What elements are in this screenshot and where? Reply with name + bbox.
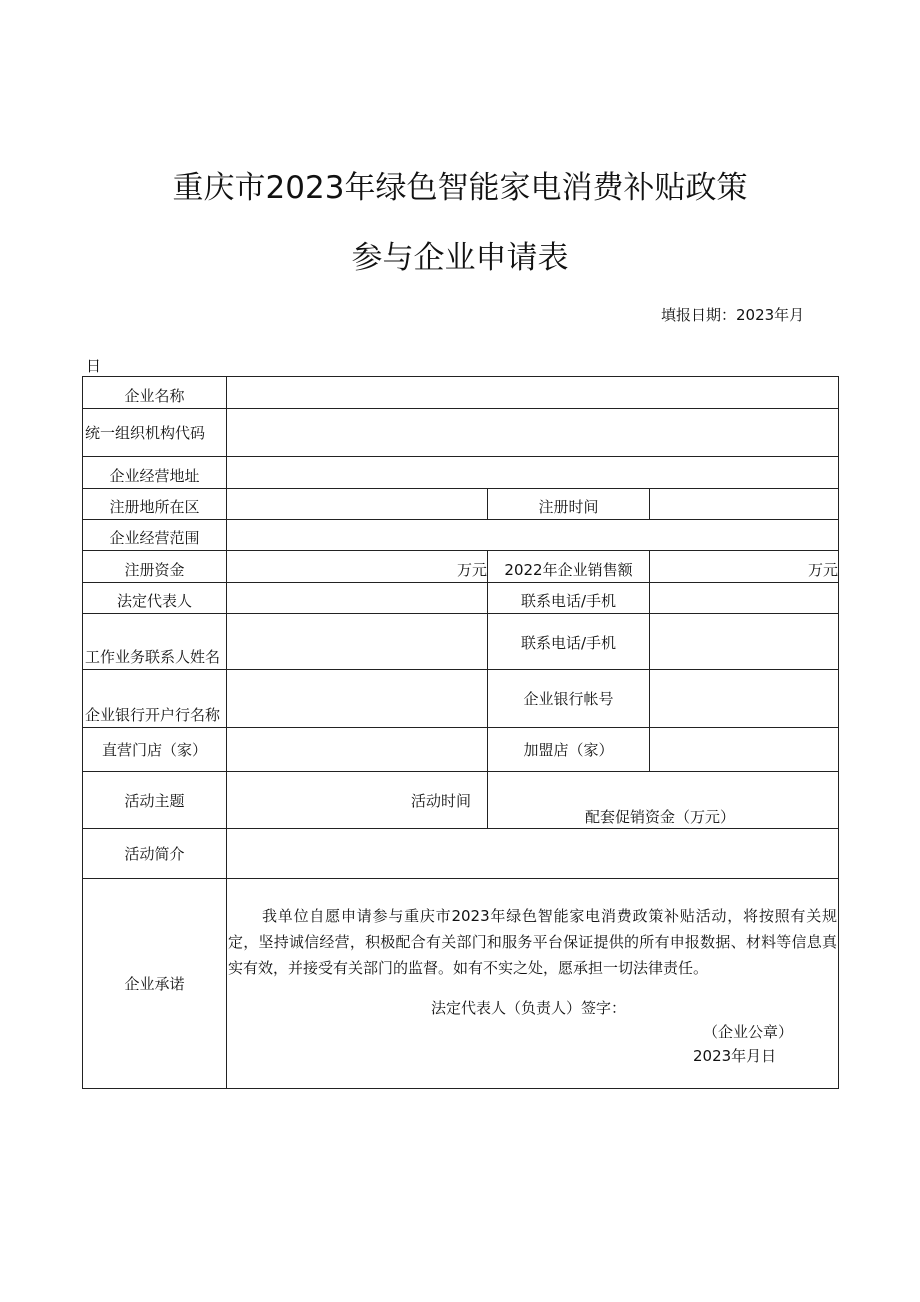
business-address-label: 企业经营地址 (83, 457, 227, 489)
reg-capital-label: 注册资金 (83, 551, 227, 583)
bank-name-field[interactable] (227, 670, 488, 728)
direct-stores-field[interactable] (227, 728, 488, 772)
activity-intro-field[interactable] (227, 829, 839, 879)
application-form-table (82, 376, 839, 1089)
work-contact-phone-field[interactable] (650, 614, 839, 670)
sales-2022-label: 2022年企业销售额 (488, 551, 650, 583)
row-business-scope (83, 520, 839, 551)
franchise-stores-field[interactable] (650, 728, 839, 772)
bank-name-label: 企业银行开户行名称 (83, 670, 227, 728)
work-contact-phone-label: 联系电话/手机 (488, 614, 650, 670)
matching-funds-label: 配套促销资金（万元） (488, 772, 839, 829)
row-capital-sales (83, 551, 839, 583)
reg-district-label: 注册地所在区 (83, 489, 227, 520)
reg-capital-unit[interactable]: 万元 (227, 551, 488, 583)
direct-stores-label: 直营门店（家） (83, 728, 227, 772)
company-seal: （企业公章） (703, 1023, 794, 1041)
activity-time-label: 活动时间 (227, 772, 488, 829)
activity-intro-label: 活动简介 (83, 829, 227, 879)
reg-time-label: 注册时间 (488, 489, 650, 520)
row-activity-intro (83, 829, 839, 879)
row-activity (83, 772, 839, 829)
legal-rep-phone-label: 联系电话/手机 (488, 583, 650, 614)
commitment-label: 企业承诺 (83, 879, 227, 1089)
row-org-code (83, 409, 839, 457)
row-commitment (83, 879, 839, 1089)
fill-date: 填报日期：2023年月 (661, 306, 805, 324)
business-scope-field[interactable] (227, 520, 839, 551)
row-company-name (83, 377, 839, 409)
commitment-text: 我单位自愿申请参与重庆市2023年绿色智能家电消费政策补贴活动，将按照有关规定，坚持诚信经营，积极配合有关部门和服务平台保证提供的所有申报数据、材料等信息真实有效，并接受有关部门的监督。如有不实之处，愿承担一切法律责任。 (228, 907, 838, 977)
company-name-field[interactable] (227, 377, 839, 409)
form-subtitle: 参与企业申请表 (351, 240, 569, 276)
org-code-label: 统一组织机构代码 (83, 409, 227, 457)
reg-time-field[interactable] (650, 489, 839, 520)
work-contact-field[interactable] (227, 614, 488, 670)
legal-rep-field[interactable] (227, 583, 488, 614)
business-scope-label: 企业经营范围 (83, 520, 227, 551)
legal-rep-label: 法定代表人 (83, 583, 227, 614)
company-name-label: 企业名称 (83, 377, 227, 409)
fill-date-day: 日 (86, 357, 102, 375)
work-contact-label: 工作业务联系人姓名 (83, 614, 227, 670)
bank-account-field[interactable] (650, 670, 839, 728)
row-legal-rep (83, 583, 839, 614)
sales-2022-unit[interactable]: 万元 (650, 551, 839, 583)
business-address-field[interactable] (227, 457, 839, 489)
activity-theme-label: 活动主题 (83, 772, 227, 829)
commitment-date: 2023年月日 (693, 1047, 777, 1065)
org-code-field[interactable] (227, 409, 839, 457)
row-stores (83, 728, 839, 772)
signature-line[interactable]: 法定代表人（负责人）签字： (431, 999, 627, 1017)
reg-district-field[interactable] (227, 489, 488, 520)
commitment-cell (227, 879, 839, 1089)
row-business-address (83, 457, 839, 489)
form-title: 重庆市2023年绿色智能家电消费补贴政策 (172, 170, 748, 206)
bank-account-label: 企业银行帐号 (488, 670, 650, 728)
row-work-contact (83, 614, 839, 670)
row-registration (83, 489, 839, 520)
franchise-stores-label: 加盟店（家） (488, 728, 650, 772)
row-bank (83, 670, 839, 728)
legal-rep-phone-field[interactable] (650, 583, 839, 614)
